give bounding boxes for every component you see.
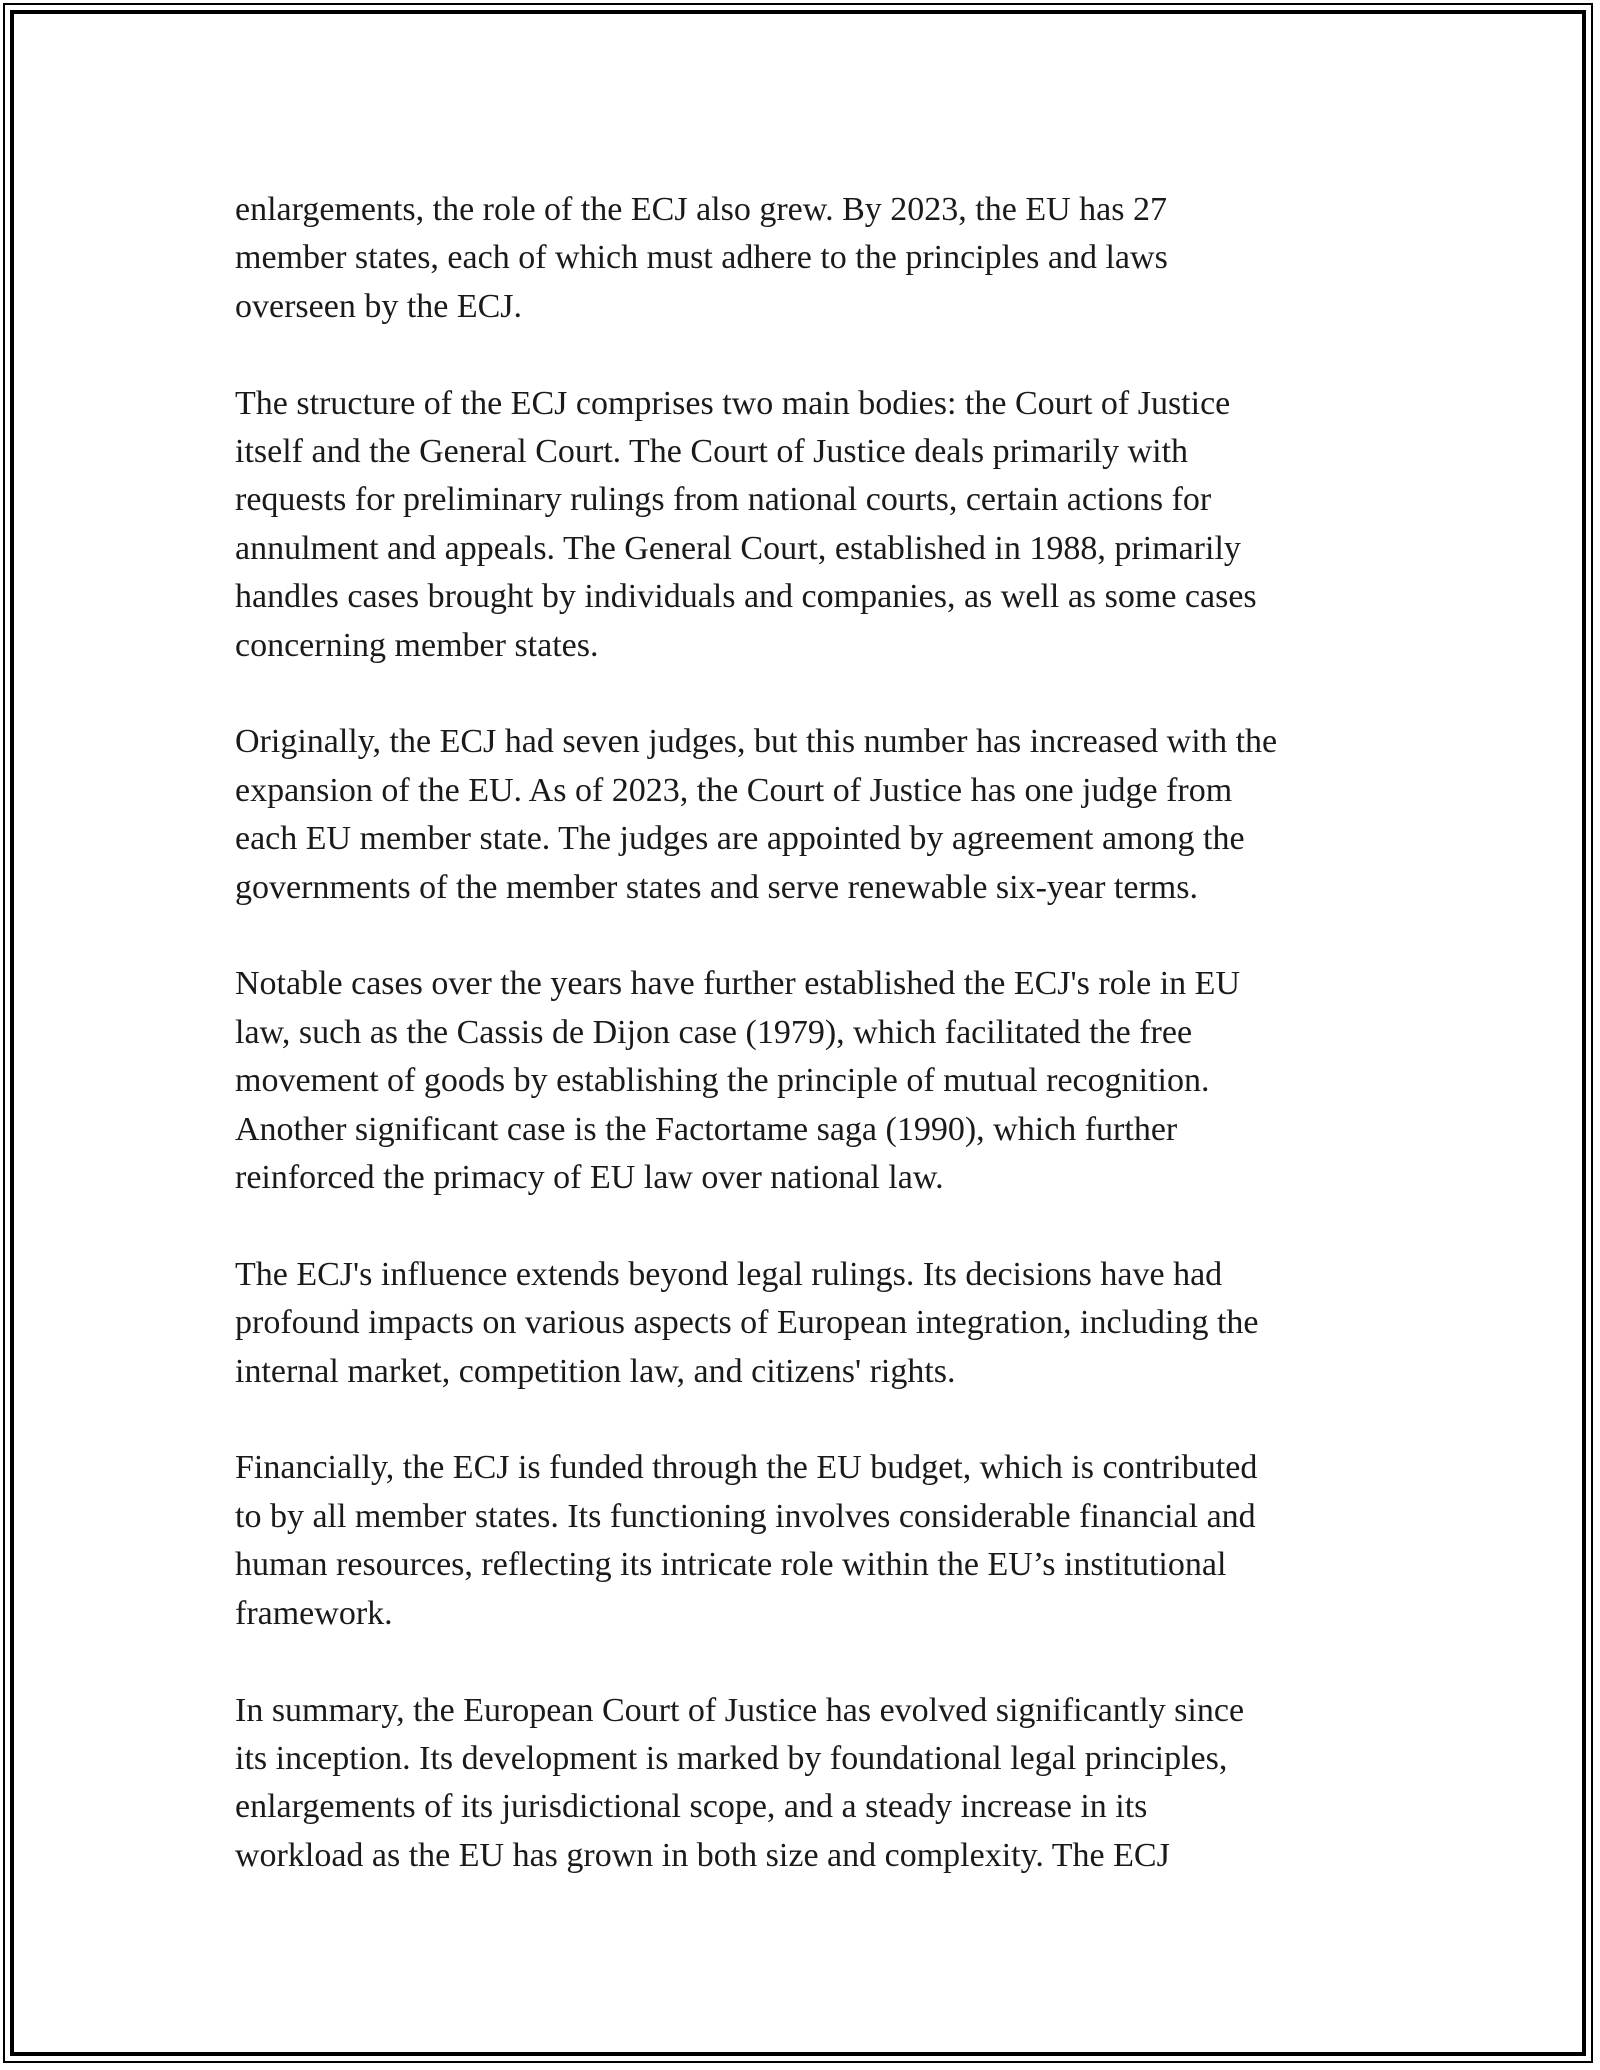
document-body <box>235 186 1375 1880</box>
paragraph-membership: enlargements, the role of the ECJ also grew. By 2023, the EU has 27 member states, each of which must adhere to the principles and laws overseen by the ECJ. <box>235 191 1168 325</box>
paragraph-notable-cases: Notable cases over the years have further established the ECJ's role in EU law, such as the Cassis de Dijon case (1979), which facilitated the free movement of goods by establishing the principle of mutual recognition. Another significant case is the Factortame saga (1990), which further reinforced the primacy of EU law over national law. <box>235 965 1241 1197</box>
paragraph-influence: The ECJ's influence extends beyond legal rulings. Its decisions have had profound impacts on various aspects of European integration, including the internal market, competition law, and citizens' rights. <box>235 1255 1259 1390</box>
paragraph-summary: In summary, the European Court of Justice has evolved significantly since its inception. Its development is marked by foundational legal principles, enlargements of its jurisdictional scope, and a steady increase in its workload as the EU has grown in both size and complexity. The ECJ <box>235 1691 1245 1874</box>
paragraph-judges: Originally, the ECJ had seven judges, but this number has increased with the expansion of the EU. As of 2023, the Court of Justice has one judge from each EU member state. The judges are appointed by agreement among the governments of the member states and serve renewable six-year terms. <box>235 723 1278 906</box>
paragraph-structure: The structure of the ECJ comprises two main bodies: the Court of Justice itself and the General Court. The Court of Justice deals primarily with requests for preliminary rulings from national courts, certain actions for annulment and appeals. The General Court, established in 1988, primarily handles cases brought by individuals and companies, as well as some cases concerning member states. <box>235 384 1257 664</box>
paragraph-funding: Financially, the ECJ is funded through the EU budget, which is contributed to by all member states. Its functioning involves considerable financial and human resources, reflecting its intricate role within the EU’s institutional framework. <box>235 1449 1258 1632</box>
